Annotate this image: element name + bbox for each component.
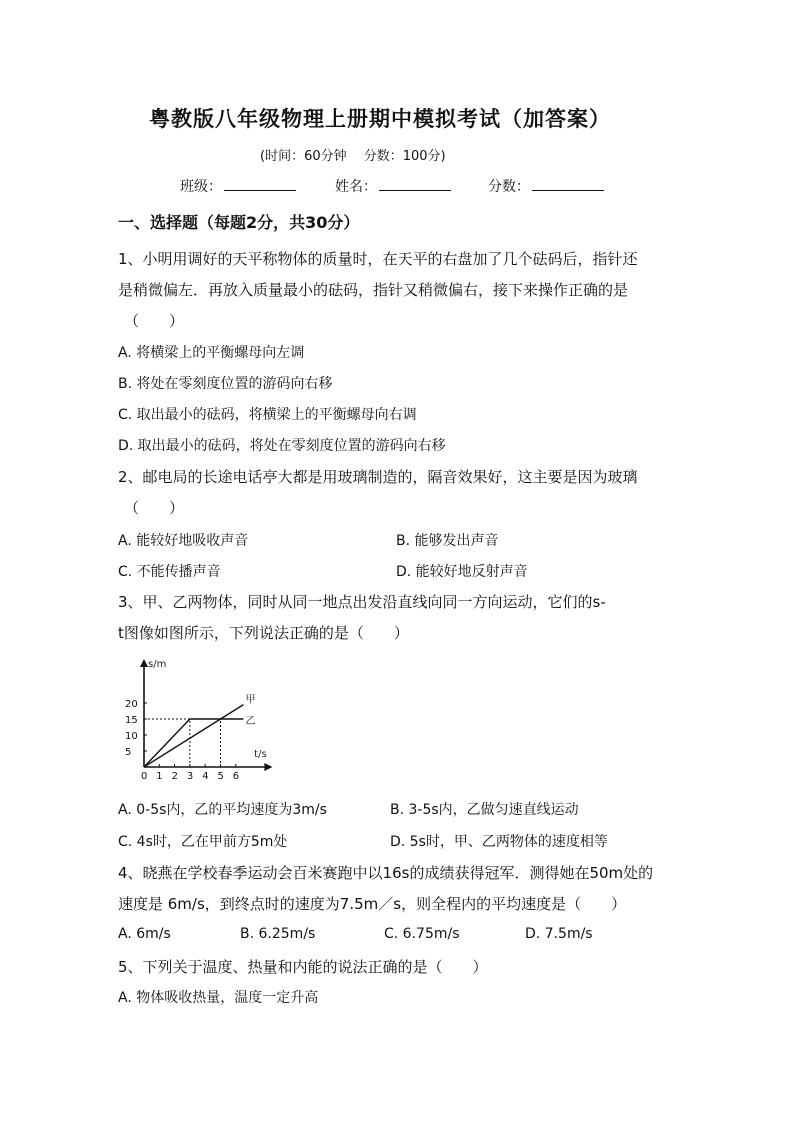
- page-title: 粤教版八年级物理上册期中模拟考试（加答案）: [149, 106, 611, 131]
- series-label: 乙: [245, 716, 256, 727]
- class-label: 班级：: [180, 179, 222, 195]
- x-tick-label: 1: [156, 771, 163, 782]
- x-axis-label: t/s: [254, 749, 267, 760]
- q4-option-c: C. 6.75m/s: [384, 926, 460, 942]
- x-tick-label: 3: [186, 771, 194, 782]
- y-axis-label: s/m: [148, 659, 167, 670]
- q1-answer-bracket: （ ）: [124, 312, 185, 330]
- q5-option-a: A. 物体吸收热量，温度一定升高: [118, 990, 319, 1006]
- section-heading: 一、选择题（每题2分，共30分）: [118, 213, 360, 232]
- y-axis-arrow: [140, 659, 148, 667]
- exam-subtitle: (时间：60分钟 分数：100分): [260, 149, 446, 164]
- y-tick-label: 15: [125, 715, 138, 726]
- q4-option-b: B. 6.25m/s: [240, 926, 316, 942]
- series-label: 甲: [245, 694, 256, 706]
- name-label: 姓名：: [335, 179, 377, 195]
- q4-text-line1: 4、晓燕在学校春季运动会百米赛跑中以16s的成绩获得冠军．测得她在50m处的: [118, 864, 654, 882]
- q4-option-d: D. 7.5m/s: [525, 926, 593, 942]
- q4-text-line2: 速度是 6m/s，到终点时的速度为7.5m／s，则全程内的平均速度是（ ）: [118, 895, 627, 913]
- x-tick-label: 0: [141, 771, 148, 782]
- name-field: [335, 176, 451, 196]
- q1-option-d: D. 取出最小的砝码，将处在零刻度位置的游码向右移: [118, 438, 446, 454]
- q5-text-line1: 5、下列关于温度、热量和内能的说法正确的是（ ）: [118, 958, 488, 976]
- q2-option-d: D. 能较好地反射声音: [396, 564, 528, 580]
- q2-option-a: A. 能较好地吸收声音: [118, 533, 249, 549]
- q1-text-line1: 1、小明用调好的天平称物体的质量时，在天平的右盘加了几个砝码后，指针还: [118, 250, 638, 268]
- y-tick-label: 20: [125, 699, 138, 710]
- q3-text-line1: 3、甲、乙两物体，同时从同一地点出发沿直线向同一方向运动，它们的s-: [118, 593, 606, 611]
- q3-option-d: D. 5s时，甲、乙两物体的速度相等: [390, 834, 608, 850]
- q4-option-a: A. 6m/s: [118, 926, 171, 942]
- x-axis-arrow: [264, 763, 272, 771]
- s-t-graph: [120, 655, 280, 785]
- x-tick-label: 2: [171, 771, 178, 782]
- q3-option-c: C. 4s时，乙在甲前方5m处: [118, 834, 288, 850]
- q2-text-line1: 2、邮电局的长途电话亭大都是用玻璃制造的，隔音效果好，这主要是因为玻璃: [118, 468, 638, 486]
- class-field: [180, 176, 296, 196]
- score-field: [488, 176, 604, 196]
- series-line: [144, 705, 243, 767]
- y-tick-label: 10: [125, 731, 138, 742]
- q2-option-b: B. 能够发出声音: [396, 533, 499, 549]
- q3-text-line2: t图像如图所示，下列说法正确的是（ ）: [118, 624, 409, 642]
- q1-option-c: C. 取出最小的砝码，将横梁上的平衡螺母向右调: [118, 407, 417, 423]
- series-line: [144, 719, 243, 767]
- q1-text-line2: 是稍微偏左．再放入质量最小的砝码，指针又稍微偏右，接下来操作正确的是: [118, 281, 629, 299]
- q3-option-b: B. 3-5s内，乙做匀速直线运动: [390, 802, 579, 818]
- name-blank: [379, 176, 451, 191]
- q3-option-a: A. 0-5s内，乙的平均速度为3m/s: [118, 802, 327, 818]
- q2-option-c: C. 不能传播声音: [118, 564, 221, 580]
- x-tick-label: 6: [232, 771, 240, 782]
- x-tick-label: 5: [217, 771, 224, 782]
- class-blank: [224, 176, 296, 191]
- x-tick-label: 4: [202, 771, 209, 782]
- q1-option-a: A. 将横梁上的平衡螺母向左调: [118, 345, 305, 361]
- q1-option-b: B. 将处在零刻度位置的游码向右移: [118, 376, 333, 392]
- q2-answer-bracket: （ ）: [124, 499, 185, 517]
- y-tick-label: 5: [125, 747, 132, 758]
- score-blank: [532, 176, 604, 191]
- score-label: 分数：: [488, 179, 530, 195]
